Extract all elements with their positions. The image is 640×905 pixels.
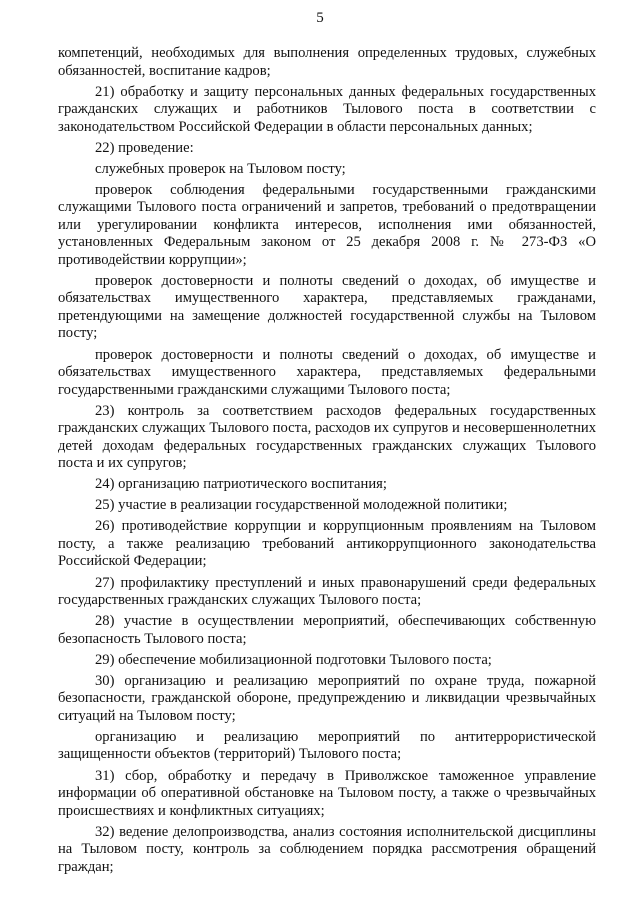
paragraph-continuation: компетенций, необходимых для выполнения определенных трудовых, служебных обязанностей, воспитание кадров;: [58, 45, 596, 79]
page-number: 5: [316, 10, 324, 26]
paragraph-item-32: 32) ведение делопроизводства, анализ состояния исполнительской дисциплины на Тыловом посту, контроль за соблюдением порядка рассмотрения обращений граждан;: [58, 823, 596, 875]
paragraph-item-22: 22) проведение:: [95, 139, 194, 156]
paragraph-item-30: 30) организацию и реализацию мероприятий по охране труда, пожарной безопасности, гражданской обороне, предупреждению и ликвидации чрезвычайных ситуаций на Тыловом посту;: [58, 672, 596, 724]
paragraph-item-28: 28) участие в осуществлении мероприятий, обеспечивающих собственную безопасность Тылового поста;: [58, 613, 596, 647]
paragraph-subitem: организацию и реализацию мероприятий по антитеррористической защищенности объектов (территорий) Тылового поста;: [58, 728, 596, 763]
paragraph-subitem: проверок достоверности и полноты сведений о доходах, об имуществе и обязательствах имущественного характера, представляемых федеральными государственными гражданскими служащими Тылового поста;: [58, 346, 596, 398]
paragraph-subitem: проверок достоверности и полноты сведений о доходах, об имуществе и обязательствах имущественного характера, представляемых гражданами, претендующими на замещение должностей государственной службы на Тыловом посту;: [58, 272, 596, 342]
paragraph-item-29: 29) обеспечение мобилизационной подготовки Тылового поста;: [95, 651, 492, 668]
paragraph-item-25: 25) участие в реализации государственной молодежной политики;: [95, 497, 508, 514]
paragraph-subitem: проверок соблюдения федеральными государственными гражданскими служащими Тылового поста ограничений и запретов, требований о предотвращении или урегулировании конфликта интересов, исполнения ими обязанностей, установленных Федеральным законом от 25 декабря 2008 г. № 273-ФЗ «О противодействии коррупции»;: [58, 181, 596, 268]
paragraph-subitem: служебных проверок на Тыловом посту;: [95, 160, 346, 177]
paragraph-item-31: 31) сбор, обработку и передачу в Приволжское таможенное управление информации об оперативной обстановке на Тыловом посту, а также о чрезвычайных происшествиях и конфликтных ситуациях;: [58, 767, 596, 819]
paragraph-item-26: 26) противодействие коррупции и коррупционным проявлениям на Тыловом посту, а также реализацию требований антикоррупционного законодательства Российской Федерации;: [58, 518, 596, 570]
paragraph-item-23: 23) контроль за соответствием расходов федеральных государственных гражданских служащих Тылового поста, расходов их супругов и несовершеннолетних детей доходам федеральных государственных гражданских служащих Тылового поста и их супругов;: [58, 402, 596, 472]
document-body: [58, 45, 596, 880]
paragraph-item-27: 27) профилактику преступлений и иных правонарушений среди федеральных государственных гражданских служащих Тылового поста;: [58, 574, 596, 609]
paragraph-item-21: 21) обработку и защиту персональных данных федеральных государственных гражданских служащих и работников Тылового поста в соответствии с законодательством Российской Федерации в области персональных данных;: [58, 83, 596, 135]
paragraph-item-24: 24) организацию патриотического воспитания;: [95, 476, 387, 493]
